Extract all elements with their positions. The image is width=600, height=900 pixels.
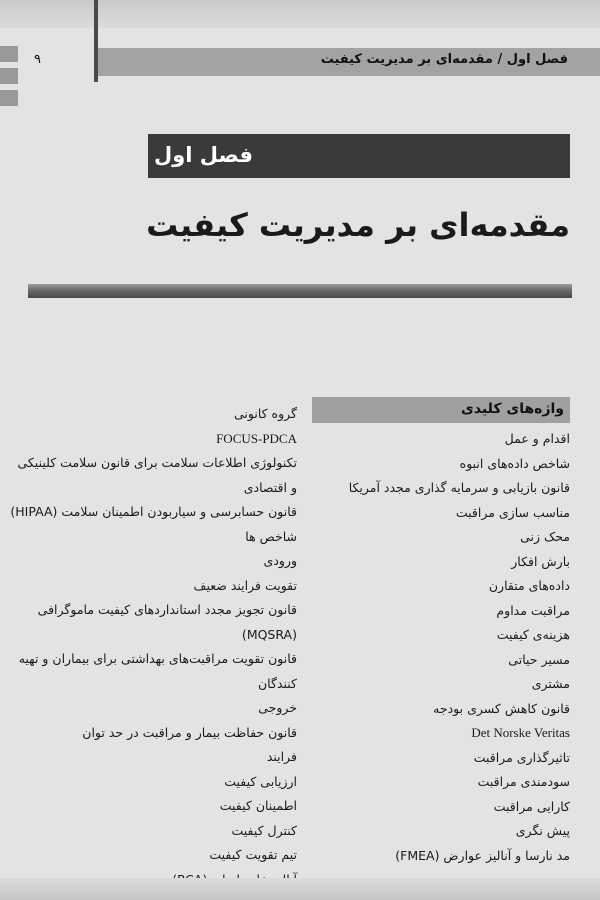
keyword-item: و اقتصادی bbox=[243, 479, 297, 495]
page-bottom-shade bbox=[0, 878, 600, 900]
keyword-item: محک زنی bbox=[520, 529, 570, 544]
page-number: ۹ bbox=[34, 52, 41, 67]
keyword-item: ارزیابی کیفیت bbox=[224, 773, 297, 789]
keyword-item: بارش افکار bbox=[511, 553, 570, 569]
keyword-item: اطمینان کیفیت bbox=[219, 798, 297, 813]
thumb-tab bbox=[0, 46, 18, 62]
keyword-item: مراقبت مداوم bbox=[496, 602, 570, 618]
keyword-item: تاثیرگذاری مراقبت bbox=[473, 749, 570, 765]
keyword-item: شاخص داده‌های انبوه bbox=[459, 455, 570, 471]
keyword-item: قانون تجویز مجدد استانداردهای کیفیت ماموگرافی bbox=[37, 602, 297, 617]
keyword-item: گروه کانونی bbox=[233, 406, 297, 421]
keyword-item: FOCUS-PDCA bbox=[216, 430, 297, 446]
thumb-tab bbox=[0, 68, 18, 84]
keyword-item: مد نارسا و آنالیز عوارض (FMEA) bbox=[395, 847, 570, 863]
keyword-item: قانون کاهش کسری بودجه bbox=[433, 700, 570, 716]
keyword-item: قانون حفاظت بیمار و مراقبت در حد توان bbox=[82, 724, 297, 740]
keyword-item: مسیر حیاتی bbox=[508, 651, 570, 667]
keyword-item: تقویت فرایند ضعیف bbox=[193, 577, 297, 593]
keyword-item: مناسب سازی مراقبت bbox=[455, 504, 570, 520]
keyword-item: Det Norske Veritas bbox=[471, 725, 570, 740]
keywords-left-column bbox=[10, 402, 297, 892]
keyword-item: هزینه‌ی کیفیت bbox=[496, 627, 570, 642]
running-header-title: فصل اول / مقدمه‌ای بر مدیریت کیفیت bbox=[320, 52, 568, 67]
chapter-title: مقدمه‌ای بر مدیریت کیفیت bbox=[146, 206, 570, 244]
side-thumb-tabs bbox=[0, 28, 20, 108]
keyword-item: مشتری bbox=[531, 676, 570, 691]
keyword-item: تکنولوژی اطلاعات سلامت برای قانون سلامت کلینیکی bbox=[17, 455, 297, 470]
keyword-item: کنندگان bbox=[258, 675, 297, 691]
keyword-item: کارایی مراقبت bbox=[493, 798, 570, 814]
keyword-item: تیم تقویت کیفیت bbox=[209, 847, 297, 862]
page-top-shade bbox=[0, 0, 600, 28]
keyword-item: قانون بازیابی و سرمایه گذاری مجدد آمریکا bbox=[348, 480, 570, 495]
keyword-item: داده‌های متقارن bbox=[488, 578, 570, 593]
chapter-label: فصل اول bbox=[154, 143, 253, 167]
thumb-tab bbox=[0, 90, 18, 106]
keyword-item: خروجی bbox=[258, 700, 297, 715]
keywords-heading: واژه‌های کلیدی bbox=[461, 401, 564, 417]
keyword-item: قانون تقویت مراقبت‌های بهداشتی برای بیماران و تهیه bbox=[18, 651, 297, 666]
keyword-item: پیش نگری bbox=[515, 823, 570, 838]
keyword-item: فرایند bbox=[266, 749, 297, 764]
header-divider bbox=[94, 0, 98, 82]
keyword-item: شاخص ها bbox=[245, 528, 297, 544]
title-rule bbox=[28, 284, 572, 298]
keyword-item: اقدام و عمل bbox=[504, 431, 570, 446]
keyword-item: (MQSRA) bbox=[241, 626, 297, 642]
keyword-item: قانون حسابرسی و سیاربودن اطمینان سلامت (HIPAA) bbox=[10, 504, 297, 519]
keyword-item: ورودی bbox=[263, 553, 297, 568]
keyword-item: سودمندی مراقبت bbox=[477, 774, 570, 789]
keyword-item: کنترل کیفیت bbox=[231, 822, 297, 838]
keywords-right-column bbox=[310, 427, 570, 868]
